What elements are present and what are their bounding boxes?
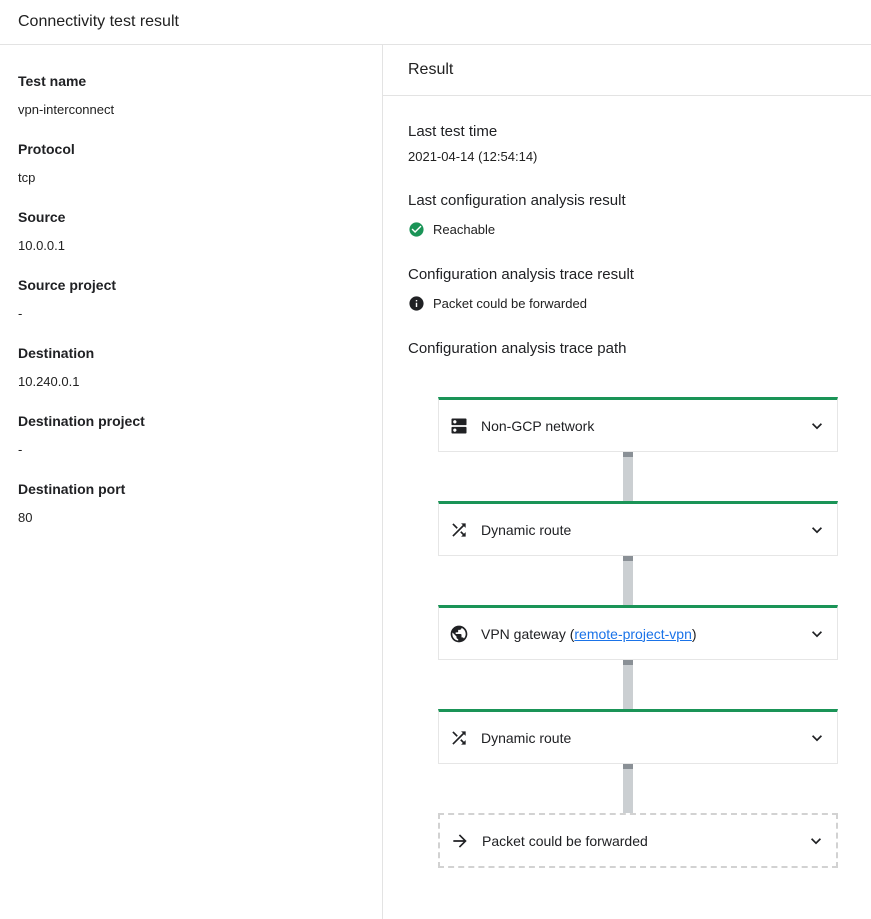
result-header xyxy=(383,45,871,96)
page-header xyxy=(0,0,871,45)
trace-step-title: Dynamic route xyxy=(481,521,572,538)
trace-step-title: Dynamic route xyxy=(481,729,572,746)
analysis-result-status xyxy=(408,221,871,238)
field-value: tcp xyxy=(18,170,36,185)
trace-result-label: Configuration analysis trace result xyxy=(408,266,634,283)
field-destination xyxy=(18,345,364,389)
trace-step-title: Packet could be forwarded xyxy=(482,832,648,849)
trace-path-diagram xyxy=(438,397,838,868)
trace-connector xyxy=(623,660,633,709)
field-value: vpn-interconnect xyxy=(18,102,115,117)
analysis-result-status-text: Reachable xyxy=(433,222,496,237)
last-test-time-value: 2021-04-14 (12:54:14) xyxy=(408,149,538,164)
field-value: 10.0.0.1 xyxy=(18,238,65,253)
vpn-gateway-title-prefix: VPN gateway ( xyxy=(481,625,575,642)
check-circle-icon xyxy=(408,221,425,238)
chevron-down-icon[interactable] xyxy=(806,831,826,851)
dns-icon xyxy=(449,416,469,436)
field-value: 10.240.0.1 xyxy=(18,374,80,389)
field-protocol xyxy=(18,141,364,185)
trace-connector xyxy=(623,452,633,501)
field-label: Destination port xyxy=(18,481,126,497)
trace-step-title xyxy=(481,626,697,642)
vpn-gateway-title-suffix: ) xyxy=(691,625,697,642)
page-title: Connectivity test result xyxy=(18,13,179,30)
field-source xyxy=(18,209,364,253)
chevron-down-icon[interactable] xyxy=(807,624,827,644)
field-source-project xyxy=(18,277,364,321)
trace-step-dynamic-route-2[interactable] xyxy=(438,709,838,764)
result-title: Result xyxy=(408,61,454,78)
result-panel xyxy=(383,45,871,919)
field-label: Test name xyxy=(18,73,87,89)
trace-step-packet-forwarded[interactable] xyxy=(438,813,838,868)
chevron-down-icon[interactable] xyxy=(807,416,827,436)
trace-step-dynamic-route-1[interactable] xyxy=(438,501,838,556)
chevron-down-icon[interactable] xyxy=(807,728,827,748)
test-details-panel xyxy=(0,45,383,919)
last-test-time-label: Last test time xyxy=(408,123,498,140)
trace-path-label: Configuration analysis trace path xyxy=(408,340,627,357)
field-value: 80 xyxy=(18,510,33,525)
vpn-gateway-globe-icon xyxy=(449,624,469,644)
info-icon xyxy=(408,295,425,312)
shuffle-icon xyxy=(449,728,469,748)
analysis-result-label: Last configuration analysis result xyxy=(408,192,626,209)
field-label: Destination project xyxy=(18,413,145,429)
arrow-forward-icon xyxy=(450,831,470,851)
field-label: Source xyxy=(18,209,66,225)
trace-step-title: Non-GCP network xyxy=(481,417,595,434)
trace-connector xyxy=(623,764,633,813)
trace-step-non-gcp-network[interactable] xyxy=(438,397,838,452)
field-label: Source project xyxy=(18,277,117,293)
field-value: - xyxy=(18,442,23,457)
trace-result-status-text: Packet could be forwarded xyxy=(433,296,587,311)
chevron-down-icon[interactable] xyxy=(807,520,827,540)
trace-connector xyxy=(623,556,633,605)
field-value: - xyxy=(18,306,23,321)
field-test-name xyxy=(18,73,364,117)
field-label: Destination xyxy=(18,345,95,361)
trace-result-status xyxy=(408,295,871,312)
trace-step-vpn-gateway[interactable] xyxy=(438,605,838,660)
field-destination-port xyxy=(18,481,364,525)
field-label: Protocol xyxy=(18,141,75,157)
vpn-gateway-link[interactable]: remote-project-vpn xyxy=(574,625,692,642)
field-destination-project xyxy=(18,413,364,457)
shuffle-icon xyxy=(449,520,469,540)
